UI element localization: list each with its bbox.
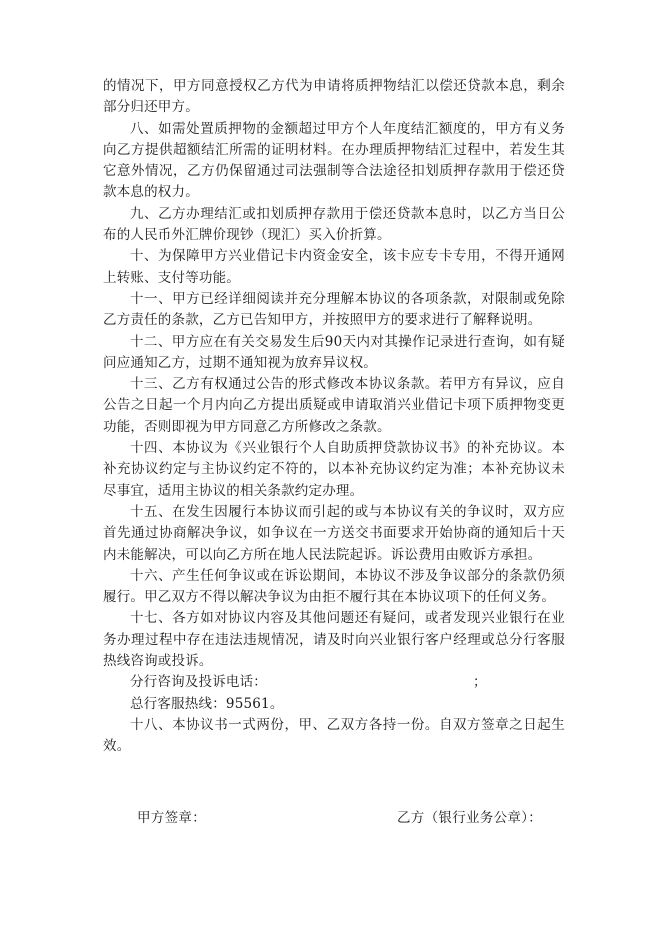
branch-phone-label: 分行咨询及投诉电话： [130, 674, 267, 691]
hotline-line: 总行客服热线：95561。 [130, 695, 284, 712]
clause-14: 十四、本协议为《兴业银行个人自助质押贷款协议书》的补充协议。本补充协议约定与主协议约定不符的，以本补充协议约定为准；本补充协议未尽事宜，适用主协议的相关条款约定办理。 [103, 440, 565, 499]
clause-16: 十六、产生任何争议或在诉讼期间，本协议不涉及争议部分的条款仍须履行。甲乙双方不得以解决争议为由拒不履行其在本协议项下的任何义务。 [103, 567, 565, 606]
branch-phone-end: ； [473, 674, 487, 691]
clause-11: 十一、甲方已经详细阅读并充分理解本协议的各项条款，对限制或免除乙方责任的条款，乙方已告知甲方，并按照甲方的要求进行了解释说明。 [103, 290, 565, 329]
clause-8: 八、如需处置质押物的金额超过甲方个人年度结汇额度的，甲方有义务向乙方提供超额结汇所需的证明材料。在办理质押物结汇过程中，若发生其它意外情况，乙方仍保留通过司法强制等合法途径扣划质押存款用于偿还贷款本息的权力。 [103, 120, 565, 201]
clause-9: 九、乙方办理结汇或扣划质押存款用于偿还贷款本息时，以乙方当日公布的人民币外汇牌价现钞（现汇）买入价折算。 [103, 205, 565, 244]
agreement-body [103, 76, 565, 758]
clause-18: 十八、本协议书一式两份，甲、乙双方各持一份。自双方签章之日起生效。 [103, 716, 565, 755]
clause-10: 十、为保障甲方兴业借记卡内资金安全，该卡应专卡专用，不得开通网上转账、支付等功能。 [103, 248, 565, 286]
clause-17: 十七、各方如对协议内容及其他问题还有疑问，或者发现兴业银行在业务办理过程中存在违法违规情况，请及时向兴业银行客户经理或总分行客服热线咨询或投诉。 [103, 610, 565, 670]
clause-13: 十三、乙方有权通过公告的形式修改本协议条款。若甲方有异议，应自公告之日起一个月内向乙方提出质疑或申请取消兴业借记卡项下质押物变更功能，否则即视为甲方同意乙方所修改之条款。 [103, 376, 565, 435]
clause-12: 十二、甲方应在有关交易发生后90天内对其操作记录进行查询，如有疑问应通知乙方，过期不通知视为放弃异议权。 [103, 333, 565, 371]
clause-7-continuation: 的情况下，甲方同意授权乙方代为申请将质押物结汇以偿还贷款本息，剩余部分归还甲方。 [103, 78, 565, 116]
party-a-signature-label: 甲方签章： [137, 810, 206, 826]
branch-contact-line [103, 672, 565, 693]
party-b-signature-label: 乙方（银行业务公章）： [397, 810, 543, 826]
clause-15: 十五、在发生因履行本协议而引起的或与本协议有关的争议时，双方应首先通过协商解决争议，如争议在一方送交书面要求开始协商的通知后十天内未能解决，可以向乙方所在地人民法院起诉。诉讼费用由败诉方承担。 [103, 503, 565, 563]
